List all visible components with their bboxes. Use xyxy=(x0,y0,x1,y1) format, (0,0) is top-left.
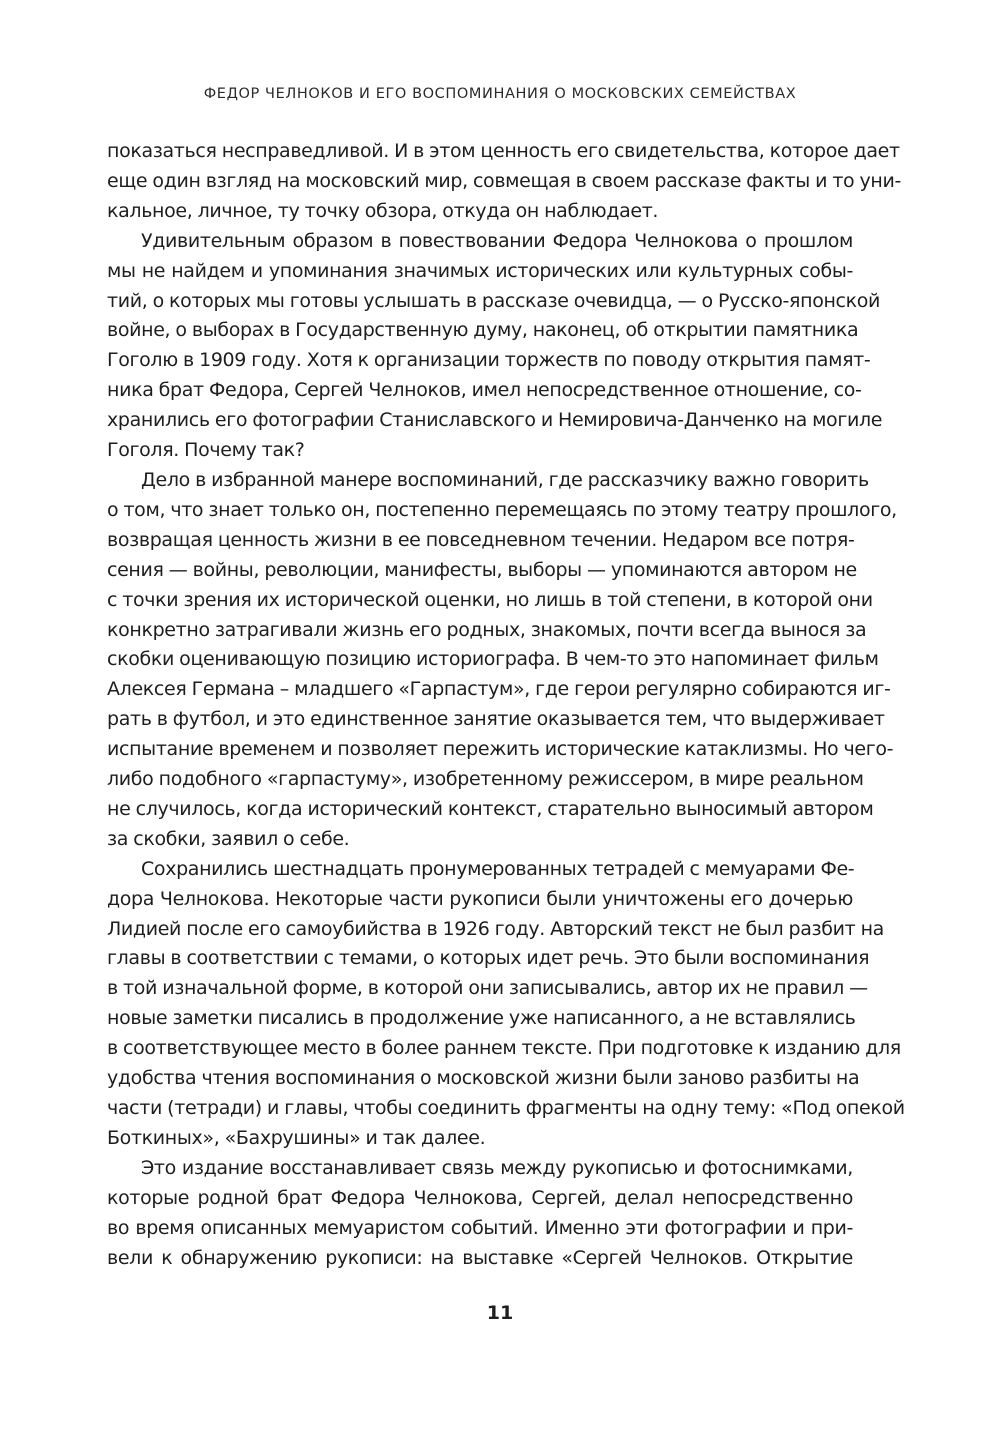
text-line: о том, что знает только он, постепенно перемещаясь по этому театру прошлого, xyxy=(107,498,897,521)
paragraph xyxy=(107,855,905,1154)
text-line: которые родной брат Федора Челнокова, Сергей, делал непосредственно xyxy=(107,1186,853,1209)
text-line: Это издание восстанавливает связь между рукописью и фотоснимками, xyxy=(141,1156,853,1179)
text-line: вели к обнаружению рукописи: на выставке «Сергей Челноков. Открытие xyxy=(107,1246,853,1269)
text-line: Боткиных», «Бахрушины» и так далее. xyxy=(107,1126,486,1149)
text-line: новые заметки писались в продолжение уже написанного, а не вставлялись xyxy=(107,1007,856,1030)
text-line: сения — войны, революции, манифесты, выборы — упоминаются автором не xyxy=(107,558,857,581)
text-line: возвращая ценность жизни в ее повседневном течении. Недаром все потря- xyxy=(107,528,855,551)
text-line: за скобки, заявил о себе. xyxy=(107,827,350,850)
paragraph xyxy=(107,466,897,855)
text-line: Лидией после его самоубийства в 1926 году. Авторский текст не был разбит на xyxy=(107,917,884,940)
text-line: показаться несправедливой. И в этом ценность его свидетельства, которое дает xyxy=(107,140,900,162)
text-line: еще один взгляд на московский мир, совмещая в своем рассказе факты и то уни- xyxy=(107,169,901,192)
text-line: Гоголя. Почему так? xyxy=(107,439,305,462)
text-line: в соответствующее место в более раннем тексте. При подготовке к изданию для xyxy=(107,1037,901,1060)
text-line: либо подобного «гарпастуму», изобретенному режиссером, в мире реальном xyxy=(107,768,864,791)
paragraph xyxy=(107,1154,853,1274)
page-number: 11 xyxy=(486,1302,514,1324)
text-line: войне, о выборах в Государственную думу, наконец, об открытии памятника xyxy=(107,319,859,342)
text-line: с точки зрения их исторической оценки, но лишь в той степени, в которой они xyxy=(107,588,873,611)
text-line: Дело в избранной манере воспоминаний, где рассказчику важно говорить xyxy=(141,468,869,491)
body-text xyxy=(107,137,905,1273)
text-line: хранились его фотографии Станиславского и Немировича-Данченко на могиле xyxy=(107,409,883,432)
text-line: Гоголю в 1909 году. Хотя к организации торжеств по поводу открытия памят- xyxy=(107,349,871,372)
text-line: главы в соответствии с темами, о которых идет речь. Это были воспоминания xyxy=(107,947,870,970)
text-line: не случилось, когда исторический контекст, старательно выносимый автором xyxy=(107,797,874,820)
text-line: ника брат Федора, Сергей Челноков, имел непосредственное отношение, со- xyxy=(107,379,862,402)
text-line: удобства чтения воспоминания о московской жизни были заново разбиты на xyxy=(107,1067,860,1090)
text-line: дора Челнокова. Некоторые части рукописи были уничтожены его дочерью xyxy=(107,887,853,910)
text-line: испытание временем и позволяет пережить исторические катаклизмы. Но чего- xyxy=(107,738,894,761)
text-line: Удивительным образом в повествовании Федора Челнокова о прошлом xyxy=(141,229,853,252)
text-line: тий, о которых мы готовы услышать в рассказе очевидца, — о Русско-японской xyxy=(107,289,881,312)
text-line: рать в футбол, и это единственное занятие оказывается тем, что выдерживает xyxy=(107,708,885,731)
text-line: Сохранились шестнадцать пронумерованных тетрадей с мемуарами Фе- xyxy=(141,857,855,880)
paragraph xyxy=(107,227,883,466)
text-line: мы не найдем и упоминания значимых исторических или культурных собы- xyxy=(107,259,853,282)
text-line: кальное, личное, ту точку обзора, откуда он наблюдает. xyxy=(107,199,659,222)
text-line: части (тетради) и главы, чтобы соединить фрагменты на одну тему: «Под опекой xyxy=(107,1097,905,1119)
text-line: конкретно затрагивали жизнь его родных, знакомых, почти всегда вынося за xyxy=(107,618,867,641)
text-line: скобки оценивающую позицию историографа. В чем-то это напоминает фильм xyxy=(107,648,879,671)
text-line: Алексея Германа – младшего «Гарпастум», где герои регулярно собираются иг- xyxy=(107,678,891,701)
running-head: ФЕДОР ЧЕЛНОКОВ И ЕГО ВОСПОМИНАНИЯ О МОСКОВСКИХ СЕМЕЙСТВАХ xyxy=(203,86,797,102)
text-line: во время описанных мемуаристом событий. Именно эти фотографии и при- xyxy=(107,1216,853,1239)
paragraph xyxy=(107,137,901,227)
text-line: в той изначальной форме, в которой они записывались, автор их не правил — xyxy=(107,977,868,1000)
